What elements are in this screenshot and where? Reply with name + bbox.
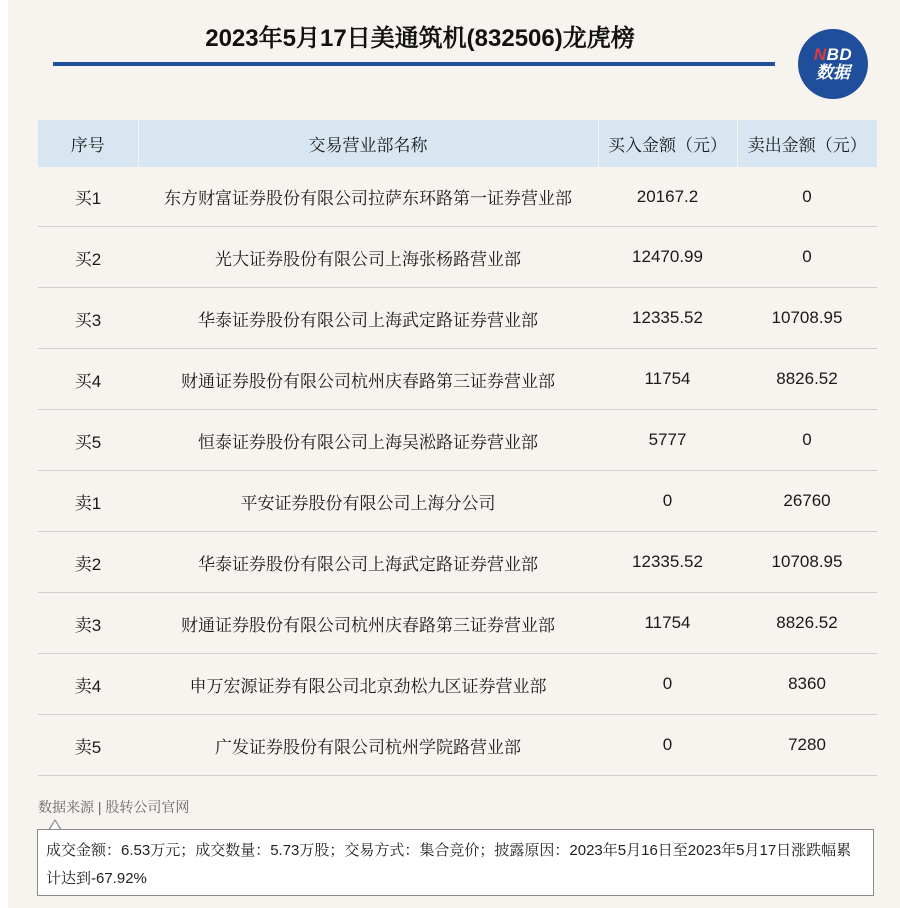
nbd-logo: [798, 29, 868, 99]
table-row: [38, 410, 877, 471]
cell-seq: 卖2: [38, 532, 138, 593]
page-title: 2023年5月17日美通筑机(832506)龙虎榜: [205, 25, 635, 52]
table-header-row: [38, 120, 877, 167]
column-header-sell: 卖出金额（元）: [737, 120, 877, 167]
cell-seq: 买2: [38, 227, 138, 288]
cell-seq: 买3: [38, 288, 138, 349]
cell-name: 恒泰证券股份有限公司上海吴淞路证券营业部: [138, 410, 598, 471]
column-header-name: 交易营业部名称: [138, 120, 598, 167]
data-source: 数据来源 | 股转公司官网: [38, 799, 190, 815]
cell-seq: 卖3: [38, 593, 138, 654]
logo-line2: 数据: [816, 63, 850, 82]
cell-sell: 10708.95: [737, 532, 877, 593]
table-row: [38, 167, 877, 227]
cell-buy: 12335.52: [598, 288, 737, 349]
table-row: [38, 471, 877, 532]
cell-seq: 卖4: [38, 654, 138, 715]
cell-name: 华泰证券股份有限公司上海武定路证券营业部: [138, 288, 598, 349]
logo-line1: NBD: [813, 45, 853, 65]
table-row: [38, 593, 877, 654]
table-row: [38, 715, 877, 776]
cell-sell: 8360: [737, 654, 877, 715]
cell-sell: 26760: [737, 471, 877, 532]
column-header-seq: 序号: [38, 120, 138, 167]
column-header-buy: 买入金额（元）: [598, 120, 737, 167]
cell-buy: 11754: [598, 593, 737, 654]
cell-buy: 11754: [598, 349, 737, 410]
cell-sell: 0: [737, 227, 877, 288]
cell-name: 广发证券股份有限公司杭州学院路营业部: [138, 715, 598, 776]
trade-summary-note: 成交金额：6.53万元；成交数量：5.73万股；交易方式：集合竞价；披露原因：2023年5月16日至2023年5月17日涨跌幅累计达到-67.92%: [37, 829, 874, 896]
table-row: [38, 288, 877, 349]
cell-buy: 0: [598, 715, 737, 776]
cell-buy: 0: [598, 654, 737, 715]
cell-sell: 7280: [737, 715, 877, 776]
cell-seq: 卖1: [38, 471, 138, 532]
cell-name: 光大证券股份有限公司上海张杨路营业部: [138, 227, 598, 288]
cell-buy: 12470.99: [598, 227, 737, 288]
cell-sell: 8826.52: [737, 593, 877, 654]
cell-name: 东方财富证券股份有限公司拉萨东环路第一证券营业部: [138, 167, 598, 227]
cell-buy: 5777: [598, 410, 737, 471]
cell-buy: 12335.52: [598, 532, 737, 593]
table-row: [38, 227, 877, 288]
cell-sell: 8826.52: [737, 349, 877, 410]
cell-seq: 买5: [38, 410, 138, 471]
cell-sell: 0: [737, 410, 877, 471]
cell-buy: 20167.2: [598, 167, 737, 227]
cell-seq: 买1: [38, 167, 138, 227]
cell-name: 财通证券股份有限公司杭州庆春路第三证券营业部: [138, 349, 598, 410]
cell-seq: 买4: [38, 349, 138, 410]
cell-buy: 0: [598, 471, 737, 532]
cell-name: 申万宏源证券有限公司北京劲松九区证券营业部: [138, 654, 598, 715]
cell-sell: 0: [737, 167, 877, 227]
dragon-tiger-table: [38, 120, 877, 776]
cell-name: 华泰证券股份有限公司上海武定路证券营业部: [138, 532, 598, 593]
cell-name: 平安证券股份有限公司上海分公司: [138, 471, 598, 532]
table-row: [38, 349, 877, 410]
cell-seq: 卖5: [38, 715, 138, 776]
cell-name: 财通证券股份有限公司杭州庆春路第三证券营业部: [138, 593, 598, 654]
cell-sell: 10708.95: [737, 288, 877, 349]
title-underline: [53, 62, 775, 66]
table-row: [38, 654, 877, 715]
table-row: [38, 532, 877, 593]
